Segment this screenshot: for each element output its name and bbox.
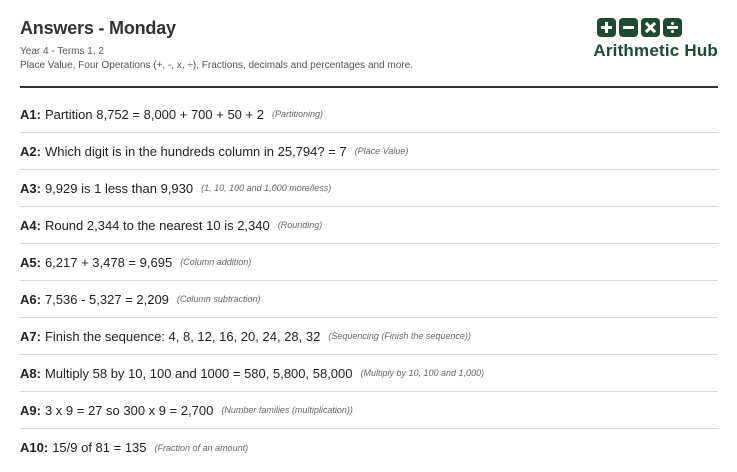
answer-label: A2: [20,143,41,159]
page-description: Place Value, Four Operations (+, -, x, ÷), Fractions, decimals and percentages and more. [20,60,413,71]
answer-row-7 [20,318,718,355]
answer-text: 3 x 9 = 27 so 300 x 9 = 2,700 [44,402,214,418]
answer-row-9 [20,392,718,429]
answer-label: A5: [20,254,41,270]
answer-text: 6,217 + 3,478 = 9,695 [44,254,173,270]
answer-row-3 [20,170,718,207]
answer-row-1 [20,96,718,133]
answer-row-5 [20,244,718,281]
answer-text: Partition 8,752 = 8,000 + 700 + 50 + 2 [44,106,264,122]
answer-label: A4: [20,217,41,233]
minus-icon [619,18,638,37]
answer-label: A3: [20,180,41,196]
answer-topic: (Multiply by 10, 100 and 1,000) [360,368,485,378]
answer-topic: (Sequencing (Finish the sequence)) [328,331,471,341]
answer-topic: (Fraction of an amount) [154,442,249,453]
divide-icon [663,18,682,37]
times-icon [641,18,660,37]
answer-text: 7,536 - 5,327 = 2,209 [44,291,169,307]
header-divider [20,86,718,88]
answer-topic: (Column addition) [180,257,252,267]
answer-row-6 [20,281,718,318]
answer-text: 9,929 is 1 less than 9,930 [44,180,194,196]
answer-text: Finish the sequence: 4, 8, 12, 16, 20, 24, 28, 32 [44,328,321,344]
answer-text: 15/9 of 81 = 135 [52,440,147,455]
page-title: Answers - Monday [20,18,176,38]
answers-list [20,96,718,466]
arithmetic-hub-logo [558,18,718,64]
answer-topic: (1, 10, 100 and 1,000 more/less) [201,183,332,193]
answer-row-4 [20,207,718,244]
answer-label: A6: [20,291,41,307]
answer-text: Round 2,344 to the nearest 10 is 2,340 [44,217,270,233]
answer-topic: (Rounding) [277,220,323,230]
page-subtitle: Year 4 - Terms 1, 2 [20,46,104,57]
answer-label: A1: [20,106,41,122]
answer-row-10 [20,429,718,466]
answer-text: Multiply 58 by 10, 100 and 1000 = 580, 5,800, 58,000 [44,365,353,381]
answer-topic: (Place Value) [354,146,409,156]
answer-row-2 [20,133,718,170]
answer-topic: (Partitioning) [271,109,323,119]
page-header [20,18,718,88]
logo-text: Arithmetic Hub [593,41,718,60]
answer-topic: (Column subtraction) [176,294,261,304]
answer-topic: (Number families (multiplication)) [221,405,353,415]
logo-icons [597,18,682,37]
plus-icon [597,18,616,37]
answer-label: A7: [20,328,41,344]
answer-label: A10: [20,440,49,455]
answer-label: A8: [20,365,41,381]
answer-text: Which digit is in the hundreds column in 25,794? = 7 [44,143,347,159]
answer-row-8 [20,355,718,392]
answer-label: A9: [20,402,41,418]
